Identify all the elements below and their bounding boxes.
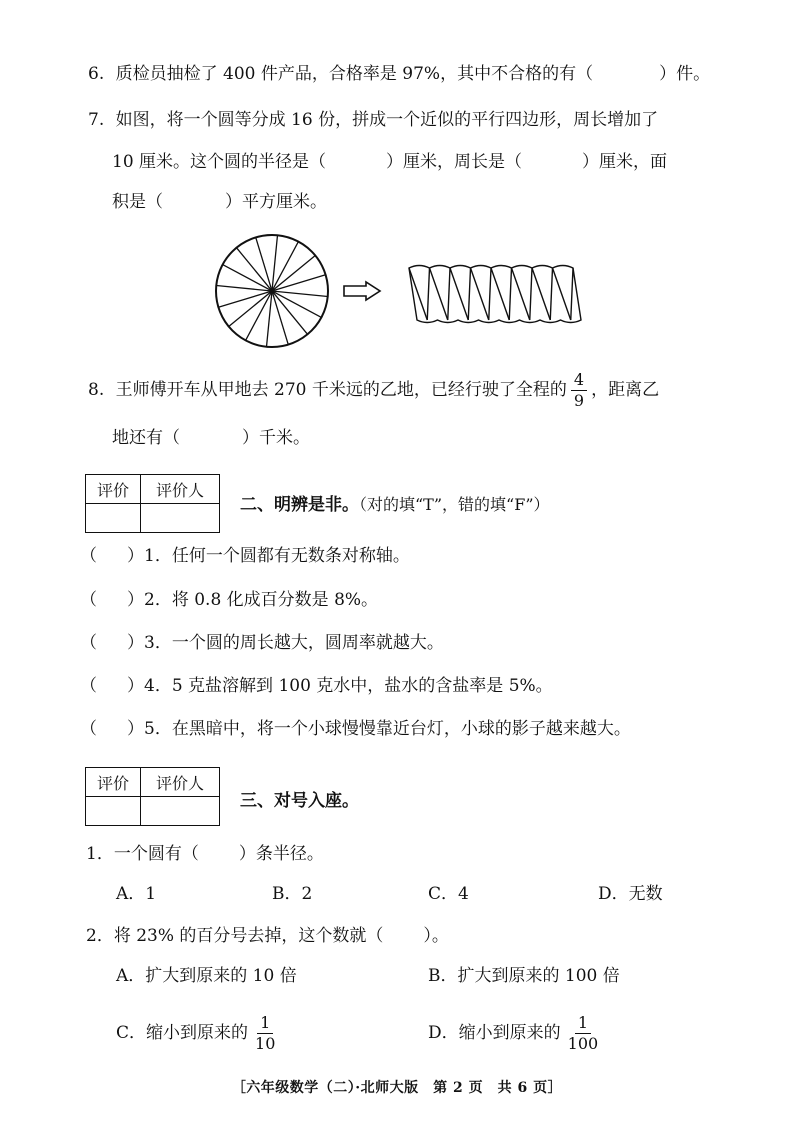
question-7-line-1 (88, 108, 658, 132)
question-number: 8. (88, 380, 105, 400)
fraction-one-hundredth (565, 1013, 602, 1054)
question-number: 7. (88, 110, 105, 130)
piece-edge (550, 268, 552, 320)
piece-edge (448, 268, 450, 320)
question-7-line-2 (112, 150, 667, 174)
true-false-item-4 (80, 674, 553, 698)
grader-cell[interactable] (141, 504, 220, 533)
piece-edge (450, 268, 468, 320)
option-a[interactable]: A．扩大到原来的 10 倍 (116, 966, 297, 986)
hollow-right-arrow-icon (342, 280, 382, 302)
page-footer: ［六年级数学（二）·北师大版 第 2 页 共 6 页］ (231, 1080, 563, 1096)
piece-edge (491, 268, 509, 320)
piece-edge (530, 268, 532, 320)
grader-header: 评价人 (141, 768, 220, 797)
piece-edge (489, 268, 491, 320)
question-text-end: ）件。 (659, 64, 711, 84)
option-text: D．缩小到原来的 (428, 1023, 561, 1043)
question-text: 质检员抽检了 400 件产品，合格率是 97%，其中不合格的有（ (115, 64, 594, 84)
question-7-line-3 (112, 190, 327, 214)
question-text: 10 厘米。这个圆的半径是（ (112, 152, 327, 172)
piece-edge (468, 268, 470, 320)
question-number: 1． (86, 844, 114, 864)
option-b[interactable]: B．扩大到原来的 100 倍 (428, 966, 620, 986)
grade-table (85, 474, 220, 533)
item-number: ）4． (127, 676, 172, 696)
option-d[interactable] (428, 1008, 605, 1058)
section-instructions: （对的填“T”，错的填“F”） (359, 495, 550, 514)
section-3-title (240, 786, 359, 811)
option-text: C．缩小到原来的 (116, 1023, 249, 1043)
option-a[interactable]: A．1 (116, 884, 157, 904)
piece-edge (471, 268, 489, 320)
true-false-item-3 (80, 631, 444, 655)
option-b[interactable]: B．2 (272, 884, 313, 904)
parallelogram-figure (404, 262, 582, 328)
paren-open: （ (80, 719, 97, 739)
fraction-numerator: 1 (257, 1013, 273, 1034)
option-c[interactable]: C．4 (428, 884, 469, 904)
item-text: 将 0.8 化成百分数是 8%。 (171, 590, 379, 610)
fraction-numerator: 4 (571, 370, 587, 391)
question-text: 王师傅开车从甲地去 270 千米远的乙地，已经行驶了全程的 (115, 380, 567, 400)
question-8-line-2 (112, 426, 310, 450)
grade-cell[interactable] (86, 504, 141, 533)
circle-sectors-figure (212, 231, 332, 351)
grade-header: 评价 (86, 768, 141, 797)
question-text: ）条半径。 (238, 844, 324, 864)
item-number: ）5． (127, 719, 172, 739)
question-text: 一个圆有（ (113, 844, 199, 864)
question-6 (88, 62, 710, 86)
piece-edge (509, 268, 511, 320)
grader-cell[interactable] (141, 797, 220, 826)
paren-open: （ (80, 590, 97, 610)
grade-table (85, 767, 220, 826)
fraction-numerator: 1 (575, 1013, 591, 1034)
question-text: ）千米。 (242, 428, 310, 448)
paren-open: （ (80, 676, 97, 696)
option-c[interactable] (116, 1008, 282, 1058)
fraction-denominator: 100 (567, 1034, 599, 1053)
question-text: 地还有（ (112, 428, 180, 448)
question-number: 6. (88, 64, 105, 84)
question-text: 积是（ (112, 192, 163, 212)
piece-edge (512, 268, 530, 320)
question-text: ）厘米，面 (582, 152, 668, 172)
piece-edge (532, 268, 550, 320)
choice-question-1 (86, 842, 324, 866)
piece-edge (430, 268, 448, 320)
fraction-denominator: 10 (255, 1034, 276, 1053)
piece-edge (409, 268, 427, 320)
grader-header: 评价人 (141, 475, 220, 504)
paren-open: （ (80, 546, 97, 566)
question-text: ）平方厘米。 (225, 192, 327, 212)
fraction-four-ninths (571, 370, 587, 411)
piece-edge (427, 268, 429, 320)
grade-header: 评价 (86, 475, 141, 504)
item-text: 一个圆的周长越大，圆周率就越大。 (171, 633, 444, 653)
question-text: 将 23% 的百分号去掉，这个数就（ (113, 926, 384, 946)
grade-cell[interactable] (86, 797, 141, 826)
piece-edge (553, 268, 571, 320)
question-text: 如图，将一个圆等分成 16 份，拼成一个近似的平行四边形，周长增加了 (115, 110, 659, 130)
item-text: 5 克盐溶解到 100 克水中，盐水的含盐率是 5%。 (171, 676, 553, 696)
true-false-item-2 (80, 588, 378, 612)
question-number: 2． (86, 926, 114, 946)
sector-line (218, 275, 325, 308)
question-text: ）。 (423, 926, 449, 946)
choice-question-2 (86, 924, 449, 948)
item-number: ）2． (127, 590, 172, 610)
section-heading: 二、明辨是非。 (240, 495, 359, 515)
section-heading: 三、对号入座。 (240, 791, 359, 811)
item-text: 在黑暗中，将一个小球慢慢靠近台灯，小球的影子越来越大。 (171, 719, 631, 739)
item-text: 任何一个圆都有无数条对称轴。 (171, 546, 410, 566)
question-text: ，距离乙 (591, 380, 660, 400)
parallelogram-pieces (409, 266, 581, 323)
item-number: ）3． (127, 633, 172, 653)
option-d[interactable]: D．无数 (598, 884, 663, 904)
paren-open: （ (80, 633, 97, 653)
true-false-item-5 (80, 717, 631, 741)
question-text: ）厘米，周长是（ (386, 152, 523, 172)
fraction-denominator: 9 (573, 391, 585, 410)
section-2-title (240, 490, 550, 515)
item-number: ）1． (127, 546, 172, 566)
question-8-line-1 (88, 366, 659, 414)
piece-edge (571, 268, 573, 320)
true-false-item-1 (80, 544, 410, 568)
fraction-one-tenth (252, 1013, 278, 1054)
